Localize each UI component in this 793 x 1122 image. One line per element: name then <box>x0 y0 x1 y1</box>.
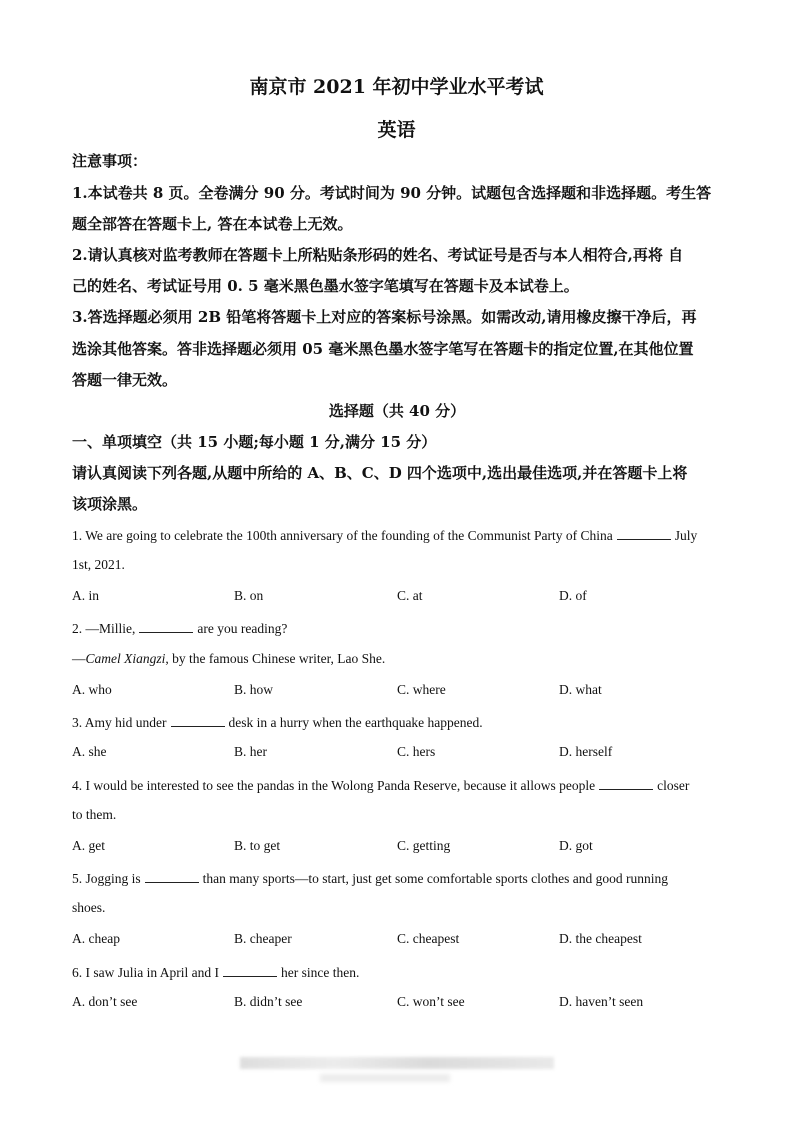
question-2 <box>72 619 722 637</box>
option-c: C. hers <box>397 744 436 759</box>
answer-blank <box>145 869 199 883</box>
book-title: Camel Xiangzi <box>85 651 166 666</box>
question-3 <box>72 713 722 731</box>
question-5-cont: shoes. <box>72 900 106 915</box>
question-1-options <box>72 588 722 606</box>
option-b: B. to get <box>234 838 281 853</box>
question-text: closer <box>657 778 690 793</box>
option-c: C. cheapest <box>397 931 460 946</box>
option-a: A. cheap <box>72 931 120 946</box>
question-text: are you reading? <box>197 621 288 636</box>
question-text: desk in a hurry when the earthquake happened. <box>228 715 483 730</box>
answer-blank <box>617 526 671 540</box>
section-title: 选择题（共 40 分） <box>328 402 466 420</box>
question-6 <box>72 963 722 981</box>
notice-line: 3.答选择题必须用 2B 铅笔将答题卡上对应的答案标号涂黑。如需改动,请用橡皮擦干净后，再 <box>72 308 697 326</box>
dash: — <box>72 651 86 666</box>
response-text: , by the famous Chinese writer, Lao She. <box>165 651 386 666</box>
option-d: D. haven’t seen <box>559 994 644 1009</box>
option-b: B. how <box>234 682 274 697</box>
question-text: 4. I would be interested to see the pandas in the Wolong Panda Reserve, because it allows people <box>72 778 596 793</box>
option-c: C. at <box>397 588 423 603</box>
subject-title: 英语 <box>377 119 416 141</box>
question-text: than many sports—to start, just get some comfortable sports clothes and good running <box>202 871 668 886</box>
answer-blank <box>599 776 653 790</box>
option-a: A. in <box>72 588 99 603</box>
question-text: 2. —Millie, <box>72 621 136 636</box>
question-2-options <box>72 682 722 700</box>
blurred-footer-sub <box>320 1074 450 1082</box>
instruction-line: 该项涂黑。 <box>72 495 148 513</box>
option-a: A. who <box>72 682 112 697</box>
option-b: B. cheaper <box>234 931 292 946</box>
option-b: B. didn’t see <box>234 994 303 1009</box>
question-text: 6. I saw Julia in April and I <box>72 965 219 980</box>
question-5-options <box>72 931 722 949</box>
question-text: 5. Jogging is <box>72 871 141 886</box>
blurred-footer <box>240 1057 554 1069</box>
question-3-options <box>72 744 722 762</box>
notice-line: 1.本试卷共 8 页。全卷满分 90 分。考试时间为 90 分钟。试题包含选择题和非选择题。考生答 <box>72 184 712 202</box>
option-d: D. what <box>559 682 602 697</box>
question-4-options <box>72 838 722 856</box>
option-d: D. the cheapest <box>559 931 642 946</box>
question-4 <box>72 776 722 794</box>
option-c: C. won’t see <box>397 994 465 1009</box>
question-6-options <box>72 994 722 1012</box>
answer-blank <box>223 963 277 977</box>
notice-line: 己的姓名、考试证号用 0. 5 毫米黑色墨水签字笔填写在答题卡及本试卷上。 <box>72 277 579 295</box>
instruction-line: 请认真阅读下列各题,从题中所给的 A、B、C、D 四个选项中,选出最佳选项,并在答题卡上将 <box>72 464 688 482</box>
exam-title: 南京市 2021 年初中学业水平考试 <box>249 76 544 98</box>
option-d: D. herself <box>559 744 613 759</box>
option-d: D. of <box>559 588 587 603</box>
question-2-response <box>72 651 722 667</box>
question-4-cont: to them. <box>72 807 117 822</box>
option-a: A. she <box>72 744 107 759</box>
notice-line: 2.请认真核对监考教师在答题卡上所粘贴条形码的姓名、考试证号是否与本人相符合,再将 自 <box>72 246 684 264</box>
question-text: 3. Amy hid under <box>72 715 167 730</box>
option-a: A. get <box>72 838 105 853</box>
notice-line: 题全部答在答题卡上, 答在本试卷上无效。 <box>72 215 353 233</box>
option-c: C. getting <box>397 838 451 853</box>
answer-blank <box>171 713 225 727</box>
question-text: 1. We are going to celebrate the 100th anniversary of the founding of the Communist Party of China <box>72 528 613 543</box>
option-b: B. her <box>234 744 267 759</box>
question-5 <box>72 869 722 887</box>
question-1-cont: 1st, 2021. <box>72 557 125 572</box>
option-a: A. don’t see <box>72 994 138 1009</box>
option-b: B. on <box>234 588 264 603</box>
answer-blank <box>139 619 193 633</box>
option-d: D. got <box>559 838 593 853</box>
option-c: C. where <box>397 682 446 697</box>
notice-line: 答题一律无效。 <box>72 371 178 389</box>
notice-line: 选涂其他答案。答非选择题必须用 05 毫米黑色墨水签字笔写在答题卡的指定位置,在其他位置 <box>72 340 694 358</box>
question-1 <box>72 526 722 544</box>
question-text: July <box>674 528 698 543</box>
notice-heading: 注意事项： <box>72 152 148 170</box>
question-text: her since then. <box>280 965 360 980</box>
part-title: 一、单项填空（共 15 小题;每小题 1 分,满分 15 分） <box>72 433 437 451</box>
